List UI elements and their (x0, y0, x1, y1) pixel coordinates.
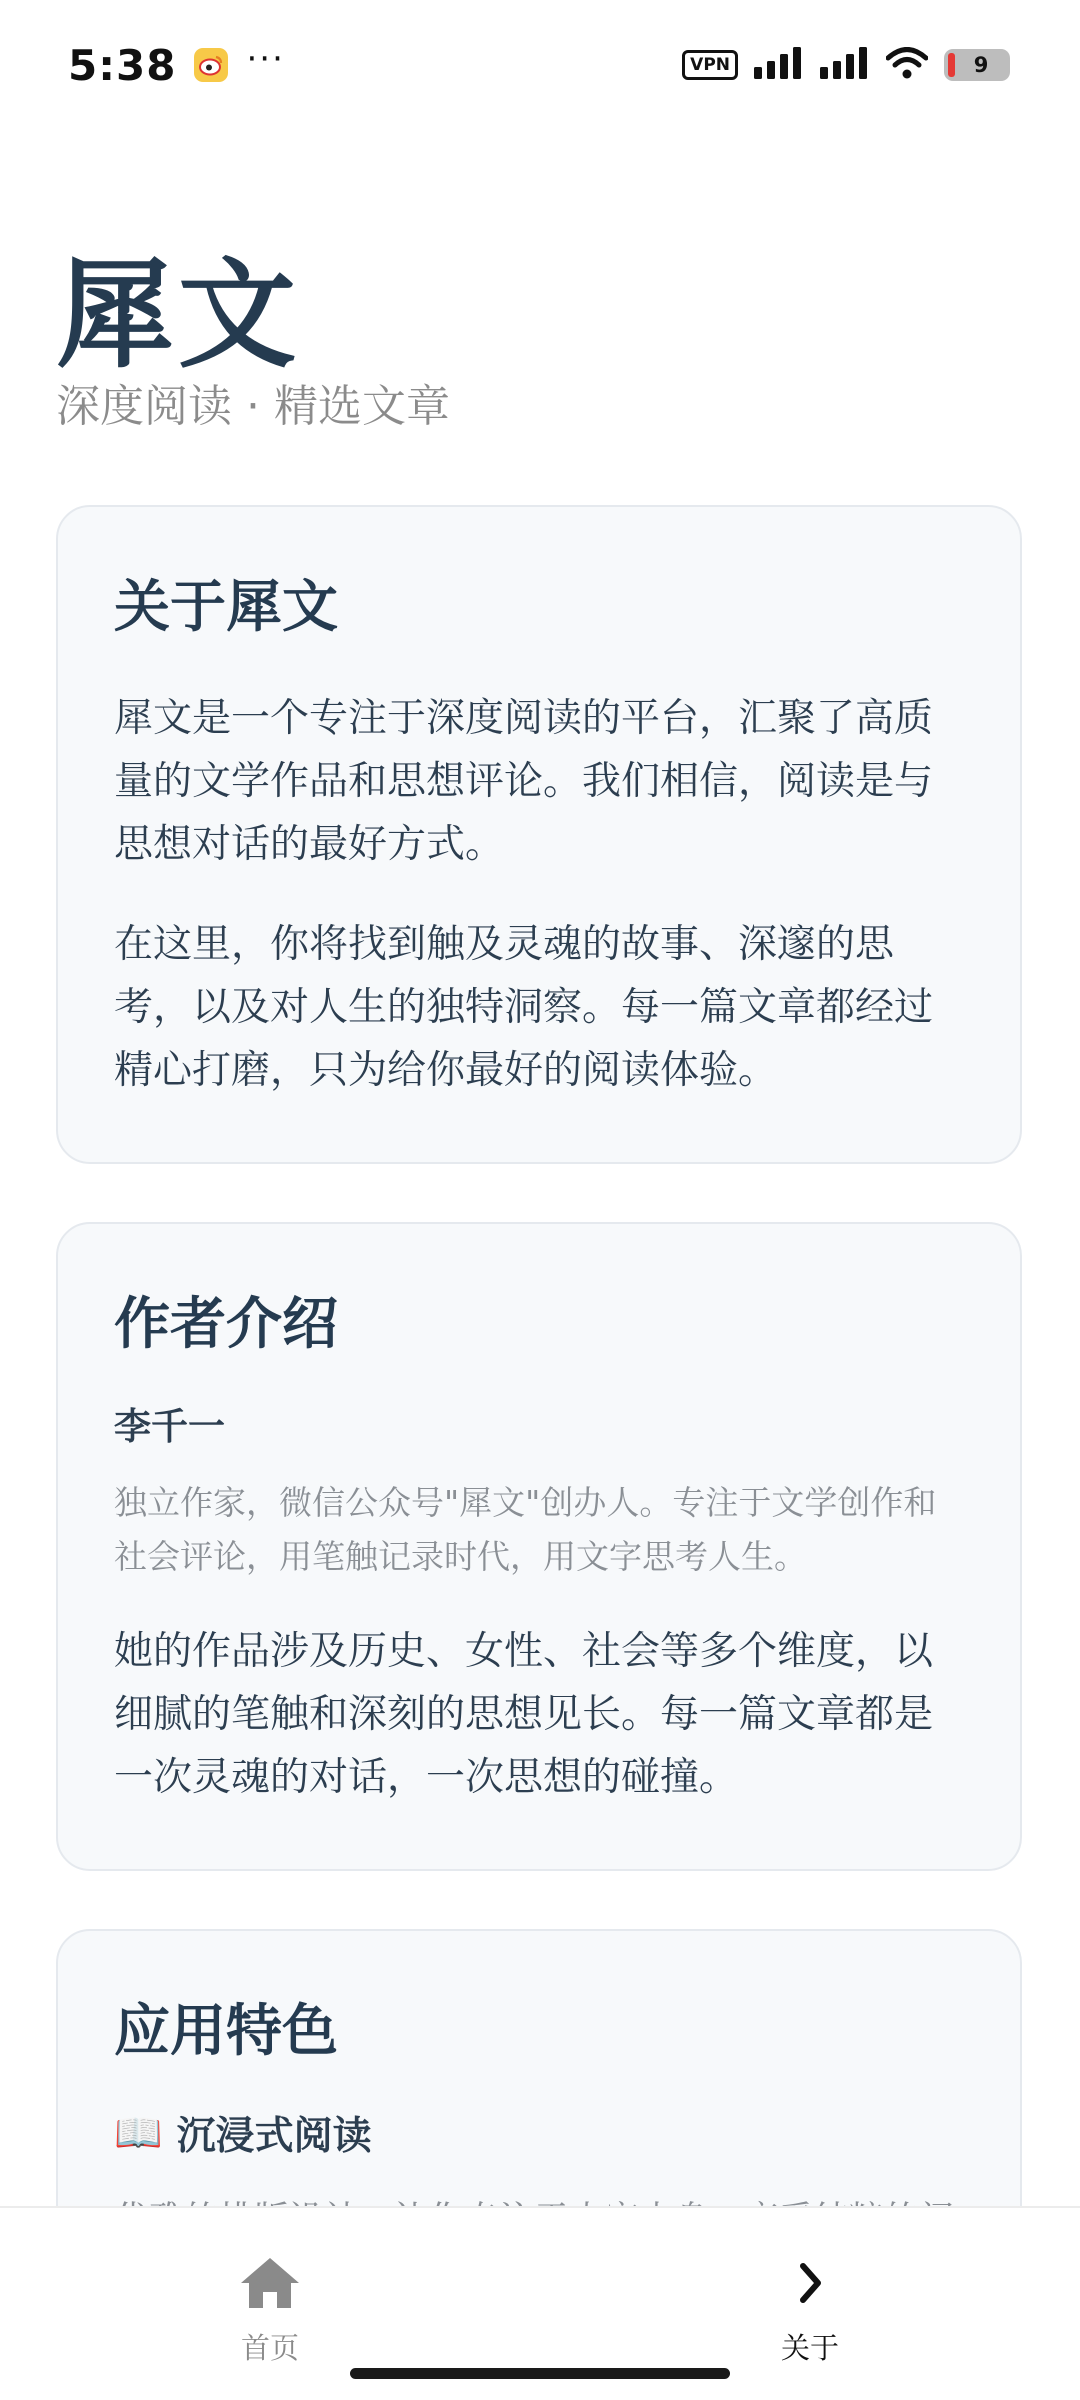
author-bio: 独立作家，微信公众号"犀文"创办人。专注于文学创作和社会评论，用笔触记录时代，用文字思考人生。 (114, 1483, 937, 1576)
nav-label-about: 关于 (780, 2331, 839, 2365)
about-card (56, 505, 1022, 1164)
home-icon (239, 2256, 301, 2314)
features-card-title: 应用特色 (114, 1999, 338, 2064)
feature-title-text: 沉浸式阅读 (176, 2114, 372, 2159)
battery-level: 9 (973, 53, 989, 77)
content-scroll[interactable] (56, 505, 1022, 2369)
signal-icon (754, 47, 804, 83)
wifi-icon (886, 47, 928, 83)
open-book-icon: 📖 (114, 2111, 163, 2156)
weibo-notification-icon (194, 48, 228, 82)
author-name: 李千一 (114, 1405, 225, 1448)
about-card-title: 关于犀文 (114, 575, 338, 640)
app-title: 犀文 (56, 246, 301, 384)
status-right (682, 47, 1010, 83)
status-left (68, 41, 285, 90)
status-time: 5:38 (68, 40, 177, 90)
chevron-right-icon (779, 2256, 841, 2314)
about-paragraph-2: 在这里，你将找到触及灵魂的故事、深邃的思考，以及对人生的独特洞察。每一篇文章都经过精心打磨，只为给你最好的阅读体验。 (114, 922, 934, 1093)
home-indicator[interactable] (350, 2368, 730, 2379)
app-subtitle: 深度阅读 · 精选文章 (56, 381, 450, 432)
nav-label-home: 首页 (240, 2331, 299, 2365)
signal-icon-2 (820, 47, 870, 83)
feature-item-title (114, 2105, 964, 2161)
battery-icon (944, 49, 1010, 81)
author-card (56, 1222, 1022, 1871)
more-notifications-icon: ··· (246, 39, 285, 79)
vpn-icon: VPN (682, 50, 738, 80)
status-bar (0, 0, 1080, 130)
author-card-title: 作者介绍 (114, 1292, 338, 1357)
about-paragraph-1: 犀文是一个专注于深度阅读的平台，汇聚了高质量的文学作品和思想评论。我们相信，阅读是与思想对话的最好方式。 (114, 696, 934, 867)
author-description: 她的作品涉及历史、女性、社会等多个维度，以细腻的笔触和深刻的思想见长。每一篇文章都是一次灵魂的对话，一次思想的碰撞。 (114, 1629, 934, 1800)
